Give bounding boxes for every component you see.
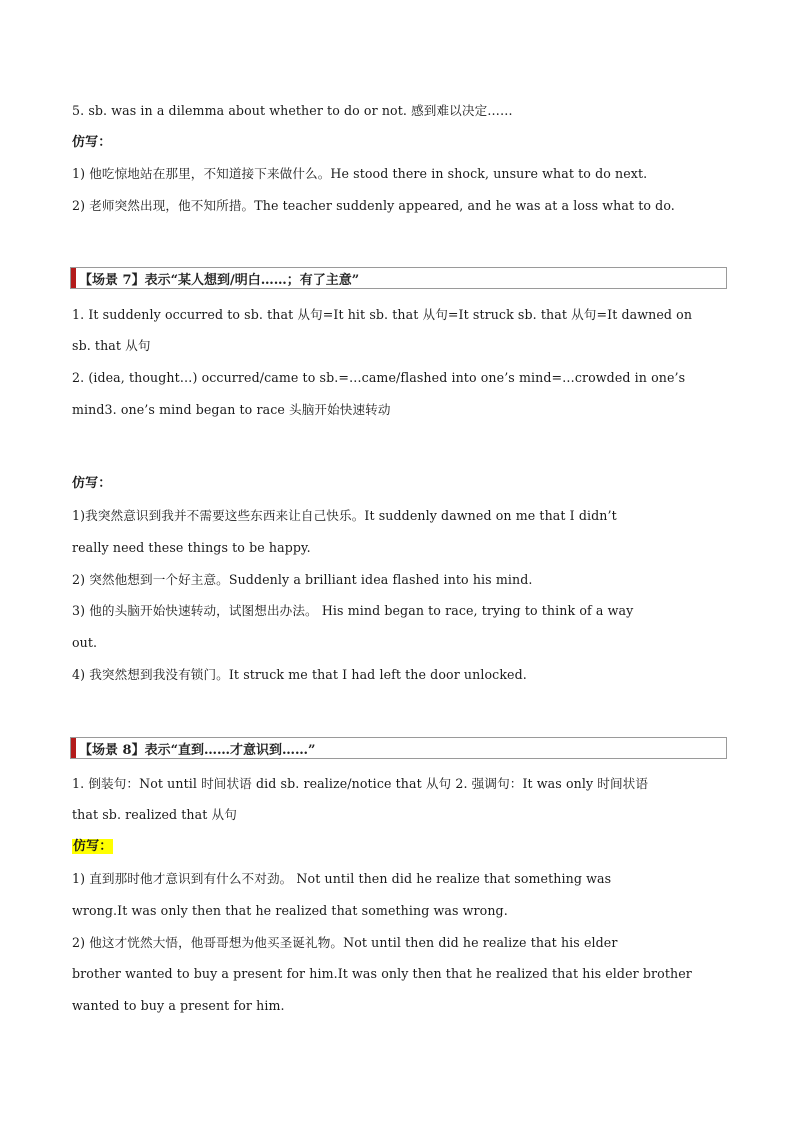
- scene-8-example-2-line-2: brother wanted to buy a present for him.It was only then that he realized that his elder brother: [72, 966, 692, 981]
- scene-8-point-1-line-1: 1. 倒装句：Not until 时间状语 did sb. realize/notice that 从句 2. 强调句：It was only 时间状语: [72, 776, 649, 791]
- scene-8-example-1-line-1: 1) 直到那时他才意识到有什么不对劲。 Not until then did he realize that something was: [72, 871, 612, 886]
- scene-7-point-1-line-2: sb. that 从句: [72, 338, 151, 353]
- scene-7-example-1-line-2: really need these things to be happy.: [72, 540, 311, 555]
- scene-8-example-1-line-2: wrong.It was only then that he realized that something was wrong.: [72, 903, 508, 918]
- scene-7-title: 【场景 7】表示“某人想到/明白……；有了主意”: [79, 272, 360, 288]
- scene-7-example-3-line-2: out.: [72, 635, 98, 650]
- scene-7-header: [70, 267, 727, 289]
- example-2: 2) 老师突然出现，他不知所措。The teacher suddenly appeared, and he was at a loss what to do.: [72, 198, 675, 213]
- scene-8-example-2-line-1: 2) 他这才恍然大悟，他哥哥想为他买圣诞礼物。Not until then did he realize that his elder: [72, 935, 618, 950]
- example-1: 1) 他吃惊地站在那里，不知道接下来做什么。He stood there in shock, unsure what to do next.: [72, 166, 648, 181]
- practice-label: 仿写：: [72, 135, 112, 150]
- scene-8-point-1-line-2: that sb. realized that 从句: [72, 807, 237, 822]
- scene-7-point-1-line-1: 1. It suddenly occurred to sb. that 从句=It hit sb. that 从句=It struck sb. that 从句=It dawned on: [72, 307, 693, 322]
- scene-7-example-3-line-1: 3) 他的头脑开始快速转动，试图想出办法。 His mind began to race, trying to think of a way: [72, 603, 634, 618]
- practice-label-highlighted: [72, 839, 727, 855]
- practice-label-text: 仿写：: [73, 839, 113, 854]
- scene-7-example-4: 4) 我突然想到我没有锁门。It struck me that I had left the door unlocked.: [72, 667, 527, 682]
- scene-8-header: [70, 737, 727, 759]
- scene-7-example-1-line-1: 1)我突然意识到我并不需要这些东西来让自己快乐。It suddenly dawned on me that I didn’t: [72, 508, 617, 523]
- scene-7-point-2-line-2: mind3. one’s mind began to race 头脑开始快速转动: [72, 402, 391, 417]
- scene-7-point-2-line-1: 2. (idea, thought…) occurred/came to sb.=…came/flashed into one’s mind=…crowded in one’s: [72, 370, 686, 385]
- scene-7-example-2: 2) 突然他想到一个好主意。Suddenly a brilliant idea flashed into his mind.: [72, 572, 533, 587]
- item-5: 5. sb. was in a dilemma about whether to do or not. 感到难以决定……: [72, 103, 513, 118]
- scene-8-example-2-line-3: wanted to buy a present for him.: [72, 998, 285, 1013]
- scene-8-title: 【场景 8】表示“直到……才意识到……”: [79, 742, 316, 758]
- practice-label: 仿写：: [72, 476, 112, 491]
